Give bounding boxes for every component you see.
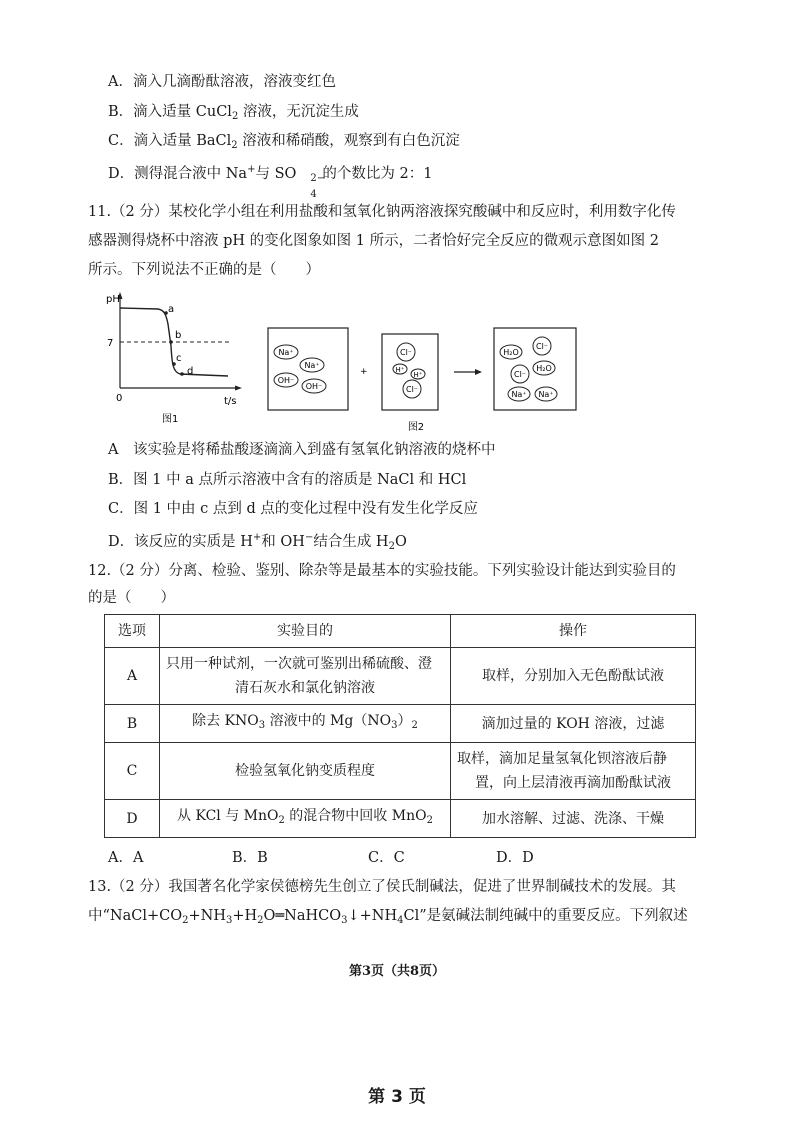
table-header-row xyxy=(105,615,696,648)
q12-stem-line2: 的是（ ） xyxy=(88,590,175,606)
q12-choice-a: A．A xyxy=(108,850,144,866)
fig2-box2-ion-3: H⁺ xyxy=(413,371,423,379)
row-b-goal: 除去 $KNO_3$ 溶液中的 $Mg(NO_3)_2$ xyxy=(160,705,451,743)
row-c-option: C xyxy=(105,743,160,800)
table-row xyxy=(105,800,696,838)
q11-option-b: B．图 1 中 a 点所示溶液中含有的溶质是 NaCl 和 HCl xyxy=(108,472,467,488)
q11-option-d: D．该反应的实质是 H+和 OH−结合生成 $H_2O$ xyxy=(108,532,407,552)
q11-option-a: A 该实验是将稀盐酸逐滴滴入到盛有氢氧化钠溶液的烧杯中 xyxy=(108,442,496,458)
fig1-tick-7: 7 xyxy=(107,338,114,349)
fig2-caption: 图2 xyxy=(407,422,425,433)
table-row xyxy=(105,705,696,743)
table-row xyxy=(105,648,696,705)
q11-option-c: C．图 1 中由 c 点到 d 点的变化过程中没有发生化学反应 xyxy=(108,501,478,517)
fig2-plus: + xyxy=(360,367,368,377)
page-number-label: 第 3 页 xyxy=(368,1087,426,1107)
fig2-box1-ion-4: OH⁻ xyxy=(305,382,323,391)
fig1-origin: 0 xyxy=(116,393,123,404)
q11-stem-line2: 感器测得烧杯中溶液 pH 的变化图象如图 1 所示，二者恰好完全反应的微观示意图如图 2 xyxy=(88,233,659,249)
fig1-xlabel: t/s xyxy=(224,396,237,407)
q11-stem-line3: 所示。下列说法不正确的是（ ） xyxy=(88,262,320,278)
q12-stem-line1: 12.（2 分）分离、检验、鉴别、除杂等是最基本的实验技能。下列实验设计能达到实验目的 xyxy=(88,563,676,579)
q12-table xyxy=(104,614,696,838)
q13-stem-line1: 13.（2 分）我国著名化学家侯德榜先生创立了侯氏制碱法，促进了世界制碱技术的发展。其 xyxy=(88,879,676,895)
fig2-box2-ion-1: Cl⁻ xyxy=(399,348,413,357)
q10-option-b: B．滴入适量 CuCl$_2$ 溶液，无沉淀生成 xyxy=(108,104,359,122)
header-operation: 操作 xyxy=(451,615,696,648)
fig1-caption: 图1 xyxy=(162,414,179,425)
fig2-box3-mol-1: H₂O xyxy=(503,348,519,357)
fig2-box3-ion-2: Cl⁻ xyxy=(535,342,549,351)
q11-stem-line1: 11.（2 分）某校化学小组在利用盐酸和氢氧化钠两溶液探究酸碱中和反应时，利用数字化传 xyxy=(88,204,676,220)
q10-option-c: C．滴入适量 BaCl$_2$ 溶液和稀硝酸，观察到有白色沉淀 xyxy=(108,133,460,151)
row-d-goal: 从 KCl 与 MnO$_2$ 的混合物中回收 MnO$_2$ xyxy=(160,800,451,838)
q12-choice-d: D．D xyxy=(496,850,534,866)
q12-choice-b: B．B xyxy=(232,850,268,866)
fig1-point-c: c xyxy=(176,353,182,364)
fig1-point-d: d xyxy=(187,366,194,377)
fig2-box2-ion-2: H⁺ xyxy=(395,366,405,374)
fig2-box1-ion-3: OH⁻ xyxy=(277,376,295,385)
row-a-option: A xyxy=(105,648,160,705)
fig2-box1-ion-1: Na⁺ xyxy=(278,348,294,357)
q10-option-d: D．测得混合液中 Na+与 SO 2− 4 的个数比为 2：1 xyxy=(108,164,433,200)
q10-option-a: A．滴入几滴酚酞溶液，溶液变红色 xyxy=(108,74,336,90)
header-goal: 实验目的 xyxy=(160,615,451,648)
header-option: 选项 xyxy=(105,615,160,648)
fig1-ylabel: pH xyxy=(106,294,120,305)
row-d-operation: 加水溶解、过滤、洗涤、干燥 xyxy=(451,800,696,838)
row-b-option: B xyxy=(105,705,160,743)
row-a-goal: 只用一种试剂，一次就可鉴别出稀硫酸、澄 清石灰水和氯化钠溶液 xyxy=(160,648,451,705)
q12-answer-choices xyxy=(108,846,628,866)
q13-stem-line2: 中“$NaCl+CO_2+NH_3+H_2O═NaHCO_3↓+NH_4Cl$”是氨碱法制纯碱中的重要反应。下列叙述 xyxy=(88,908,688,926)
figure-2-particle-diagram xyxy=(266,322,596,438)
page-footer: 第3页（共8页） xyxy=(348,964,446,979)
row-d-option: D xyxy=(105,800,160,838)
row-b-operation: 滴加过量的 KOH 溶液，过滤 xyxy=(451,705,696,743)
fig2-box1-ion-2: Na⁺ xyxy=(304,361,320,370)
q12-choice-c: C．C xyxy=(368,850,405,866)
fig2-box3-mol-4: H₂O xyxy=(536,364,552,373)
row-c-operation: 取样，滴加足量氢氧化钡溶液后静 置，向上层清液再滴加酚酞试液 xyxy=(451,743,696,800)
fig2-box2-ion-4: Cl⁻ xyxy=(405,385,419,394)
row-a-operation: 取样，分别加入无色酚酞试液 xyxy=(451,648,696,705)
table-row xyxy=(105,743,696,800)
fig1-point-a: a xyxy=(168,304,175,315)
figure-1-ph-curve xyxy=(100,288,250,428)
fig2-box3-ion-5: Na⁺ xyxy=(511,390,527,399)
fig1-point-b: b xyxy=(175,330,182,341)
row-c-goal: 检验氢氧化钠变质程度 xyxy=(160,743,451,800)
fig2-box3-ion-3: Cl⁻ xyxy=(513,370,527,379)
fig2-box3-ion-6: Na⁺ xyxy=(538,390,554,399)
